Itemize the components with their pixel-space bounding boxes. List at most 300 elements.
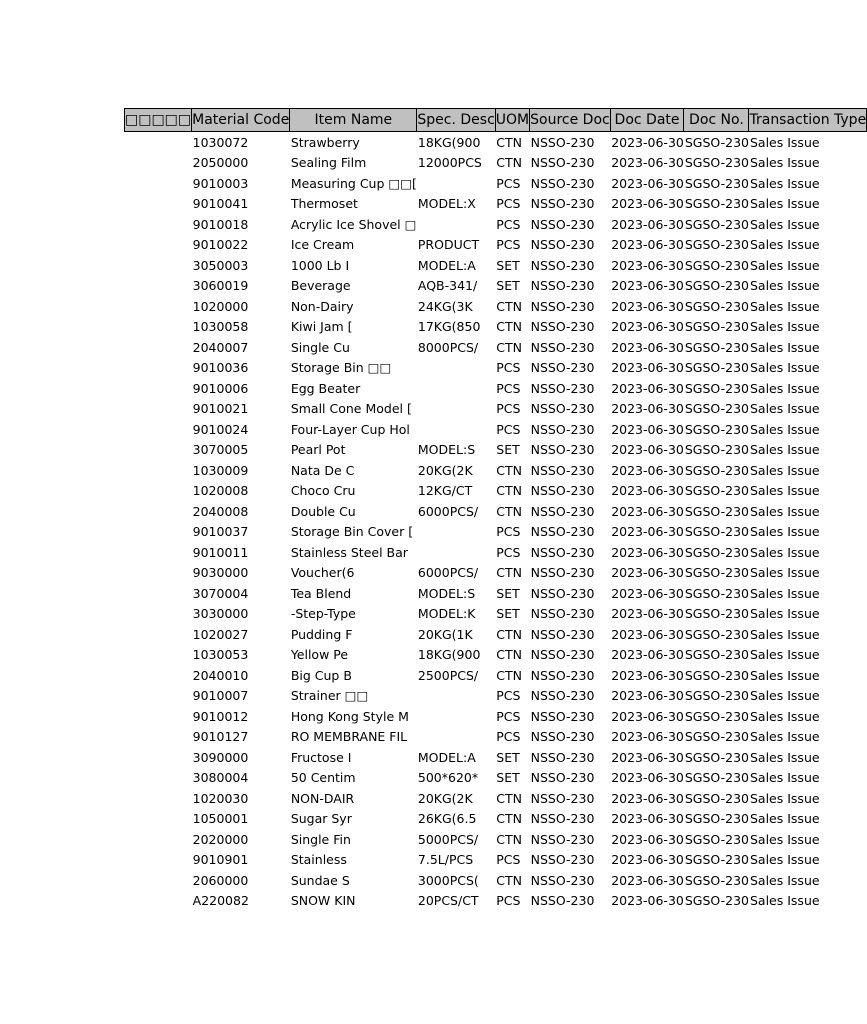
- material-code-cell[interactable]: 1020008: [192, 483, 249, 499]
- doc-no-cell[interactable]: SGSO-230: [684, 647, 749, 663]
- blank-cell[interactable]: [125, 891, 192, 912]
- source-doc-cell[interactable]: NSSO-230: [530, 606, 595, 622]
- uom-cell[interactable]: CTN: [496, 647, 522, 663]
- doc-no-cell[interactable]: SGSO-230: [684, 257, 749, 273]
- material-code-cell[interactable]: 2040008: [192, 503, 249, 519]
- table-row[interactable]: [125, 583, 867, 604]
- doc-no-cell[interactable]: SGSO-230: [684, 462, 749, 478]
- doc-no-cell[interactable]: SGSO-230: [684, 852, 749, 868]
- table-row[interactable]: [125, 419, 867, 440]
- item-name-cell[interactable]: Stainless Steel Bar: [290, 544, 408, 560]
- spec-desc-cell[interactable]: [417, 378, 495, 399]
- doc-no-cell[interactable]: SGSO-230: [684, 626, 749, 642]
- item-name-cell[interactable]: Stainless: [290, 852, 347, 868]
- item-name-cell[interactable]: Single Cu: [290, 339, 350, 355]
- transaction-type-cell[interactable]: Sales Issue: [749, 380, 820, 396]
- uom-cell[interactable]: PCS: [496, 421, 521, 437]
- spec-desc-cell[interactable]: 20KG(1K: [417, 626, 473, 642]
- material-code-cell[interactable]: 9010021: [192, 401, 249, 417]
- doc-no-cell[interactable]: SGSO-230: [684, 339, 749, 355]
- doc-no-cell[interactable]: SGSO-230: [684, 708, 749, 724]
- item-name-cell[interactable]: Storage Bin Cover [: [290, 524, 414, 540]
- spec-desc-cell[interactable]: [417, 727, 495, 748]
- transaction-type-cell[interactable]: Sales Issue: [749, 442, 820, 458]
- source-doc-cell[interactable]: NSSO-230: [530, 298, 595, 314]
- source-doc-cell[interactable]: NSSO-230: [530, 134, 595, 150]
- spec-desc-cell[interactable]: 6000PCS/: [417, 503, 479, 519]
- uom-cell[interactable]: CTN: [496, 872, 522, 888]
- spec-desc-cell[interactable]: MODEL:S: [417, 585, 476, 601]
- material-code-cell[interactable]: 3070005: [192, 442, 249, 458]
- blank-cell[interactable]: [125, 276, 192, 297]
- source-doc-cell[interactable]: NSSO-230: [530, 401, 595, 417]
- table-row[interactable]: [125, 173, 867, 194]
- doc-no-cell[interactable]: SGSO-230: [684, 790, 749, 806]
- uom-cell[interactable]: CTN: [496, 339, 522, 355]
- source-doc-cell[interactable]: NSSO-230: [530, 257, 595, 273]
- material-code-cell[interactable]: 2040010: [192, 667, 249, 683]
- uom-cell[interactable]: CTN: [496, 319, 522, 335]
- table-row[interactable]: [125, 255, 867, 276]
- source-doc-cell[interactable]: NSSO-230: [530, 831, 595, 847]
- spec-desc-cell[interactable]: MODEL:K: [417, 606, 476, 622]
- spec-desc-cell[interactable]: [417, 522, 495, 543]
- col-header-source-doc[interactable]: Source Doc: [530, 109, 611, 132]
- source-doc-cell[interactable]: NSSO-230: [530, 503, 595, 519]
- material-code-cell[interactable]: 9010037: [192, 524, 249, 540]
- doc-no-cell[interactable]: SGSO-230: [684, 298, 749, 314]
- doc-no-cell[interactable]: SGSO-230: [684, 688, 749, 704]
- uom-cell[interactable]: CTN: [496, 626, 522, 642]
- col-header-item-name[interactable]: Item Name: [290, 109, 417, 132]
- uom-cell[interactable]: PCS: [496, 852, 521, 868]
- doc-no-cell[interactable]: SGSO-230: [684, 585, 749, 601]
- item-name-cell[interactable]: Hong Kong Style M: [290, 708, 409, 724]
- transaction-type-cell[interactable]: Sales Issue: [749, 401, 820, 417]
- material-code-cell[interactable]: 9010006: [192, 380, 249, 396]
- table-row[interactable]: [125, 399, 867, 420]
- transaction-type-cell[interactable]: Sales Issue: [749, 257, 820, 273]
- blank-cell[interactable]: [125, 706, 192, 727]
- blank-cell[interactable]: [125, 194, 192, 215]
- transaction-type-cell[interactable]: Sales Issue: [749, 893, 820, 909]
- source-doc-cell[interactable]: NSSO-230: [530, 770, 595, 786]
- doc-date-cell[interactable]: 2023-06-30: [611, 339, 684, 355]
- uom-cell[interactable]: CTN: [496, 298, 522, 314]
- table-row[interactable]: [125, 481, 867, 502]
- material-code-cell[interactable]: 3070004: [192, 585, 249, 601]
- table-row[interactable]: [125, 542, 867, 563]
- table-row[interactable]: [125, 460, 867, 481]
- doc-date-cell[interactable]: 2023-06-30: [611, 380, 684, 396]
- transaction-type-cell[interactable]: Sales Issue: [749, 606, 820, 622]
- table-row[interactable]: [125, 194, 867, 215]
- item-name-cell[interactable]: NON-DAIR: [290, 790, 355, 806]
- blank-cell[interactable]: [125, 850, 192, 871]
- doc-date-cell[interactable]: 2023-06-30: [611, 811, 684, 827]
- item-name-cell[interactable]: Yellow Pe: [290, 647, 349, 663]
- doc-no-cell[interactable]: SGSO-230: [684, 483, 749, 499]
- source-doc-cell[interactable]: NSSO-230: [530, 811, 595, 827]
- blank-cell[interactable]: [125, 522, 192, 543]
- uom-cell[interactable]: SET: [496, 585, 520, 601]
- item-name-cell[interactable]: Tea Blend: [290, 585, 352, 601]
- source-doc-cell[interactable]: NSSO-230: [530, 872, 595, 888]
- source-doc-cell[interactable]: NSSO-230: [530, 565, 595, 581]
- spec-desc-cell[interactable]: [417, 686, 495, 707]
- uom-cell[interactable]: CTN: [496, 565, 522, 581]
- doc-date-cell[interactable]: 2023-06-30: [611, 544, 684, 560]
- item-name-cell[interactable]: Egg Beater: [290, 380, 361, 396]
- table-row[interactable]: [125, 563, 867, 584]
- material-code-cell[interactable]: 9010007: [192, 688, 249, 704]
- doc-no-cell[interactable]: SGSO-230: [684, 729, 749, 745]
- transaction-type-cell[interactable]: Sales Issue: [749, 175, 820, 191]
- transaction-type-cell[interactable]: Sales Issue: [749, 770, 820, 786]
- material-code-cell[interactable]: 1030058: [192, 319, 249, 335]
- source-doc-cell[interactable]: NSSO-230: [530, 893, 595, 909]
- table-row[interactable]: [125, 706, 867, 727]
- table-row[interactable]: [125, 235, 867, 256]
- material-code-cell[interactable]: 1030072: [192, 134, 249, 150]
- uom-cell[interactable]: SET: [496, 749, 520, 765]
- spec-desc-cell[interactable]: [417, 706, 495, 727]
- material-code-cell[interactable]: 9010041: [192, 196, 249, 212]
- spec-desc-cell[interactable]: AQB-341/: [417, 278, 478, 294]
- source-doc-cell[interactable]: NSSO-230: [530, 380, 595, 396]
- spec-desc-cell[interactable]: 26KG(6.5: [417, 811, 477, 827]
- spec-desc-cell[interactable]: MODEL:S: [417, 442, 476, 458]
- table-row[interactable]: [125, 296, 867, 317]
- col-header-transaction-type[interactable]: Transaction Type: [749, 109, 867, 132]
- spec-desc-cell[interactable]: [417, 399, 495, 420]
- item-name-cell[interactable]: Small Cone Model [: [290, 401, 412, 417]
- col-header-material-code[interactable]: Material Code: [192, 109, 290, 132]
- transaction-type-cell[interactable]: Sales Issue: [749, 524, 820, 540]
- uom-cell[interactable]: PCS: [496, 216, 521, 232]
- blank-cell[interactable]: [125, 337, 192, 358]
- uom-cell[interactable]: PCS: [496, 524, 521, 540]
- item-name-cell[interactable]: Strawberry: [290, 134, 360, 150]
- doc-date-cell[interactable]: 2023-06-30: [611, 708, 684, 724]
- blank-cell[interactable]: [125, 255, 192, 276]
- transaction-type-cell[interactable]: Sales Issue: [749, 298, 820, 314]
- spec-desc-cell[interactable]: 18KG(900: [417, 647, 481, 663]
- blank-cell[interactable]: [125, 829, 192, 850]
- spec-desc-cell[interactable]: [417, 173, 495, 194]
- spec-desc-cell[interactable]: 500*620*: [417, 770, 479, 786]
- blank-cell[interactable]: [125, 358, 192, 379]
- doc-date-cell[interactable]: 2023-06-30: [611, 606, 684, 622]
- doc-no-cell[interactable]: SGSO-230: [684, 155, 749, 171]
- col-header-spec-desc[interactable]: Spec. Desc: [417, 109, 495, 132]
- transaction-type-cell[interactable]: Sales Issue: [749, 462, 820, 478]
- uom-cell[interactable]: PCS: [496, 729, 521, 745]
- spec-desc-cell[interactable]: 12000PCS: [417, 155, 482, 171]
- doc-no-cell[interactable]: SGSO-230: [684, 401, 749, 417]
- item-name-cell[interactable]: Voucher(6: [290, 565, 355, 581]
- uom-cell[interactable]: CTN: [496, 462, 522, 478]
- table-row[interactable]: [125, 850, 867, 871]
- table-row[interactable]: [125, 440, 867, 461]
- doc-date-cell[interactable]: 2023-06-30: [611, 647, 684, 663]
- transaction-type-cell[interactable]: Sales Issue: [749, 790, 820, 806]
- blank-cell[interactable]: [125, 686, 192, 707]
- blank-cell[interactable]: [125, 563, 192, 584]
- doc-no-cell[interactable]: SGSO-230: [684, 503, 749, 519]
- blank-cell[interactable]: [125, 132, 192, 153]
- blank-cell[interactable]: [125, 214, 192, 235]
- transaction-type-cell[interactable]: Sales Issue: [749, 872, 820, 888]
- doc-date-cell[interactable]: 2023-06-30: [611, 770, 684, 786]
- uom-cell[interactable]: SET: [496, 606, 520, 622]
- uom-cell[interactable]: PCS: [496, 196, 521, 212]
- doc-date-cell[interactable]: 2023-06-30: [611, 503, 684, 519]
- doc-no-cell[interactable]: SGSO-230: [684, 421, 749, 437]
- material-code-cell[interactable]: 2060000: [192, 872, 249, 888]
- item-name-cell[interactable]: Choco Cru: [290, 483, 356, 499]
- blank-cell[interactable]: [125, 870, 192, 891]
- material-code-cell[interactable]: 1020030: [192, 790, 249, 806]
- doc-date-cell[interactable]: 2023-06-30: [611, 585, 684, 601]
- uom-cell[interactable]: CTN: [496, 134, 522, 150]
- doc-date-cell[interactable]: 2023-06-30: [611, 790, 684, 806]
- doc-no-cell[interactable]: SGSO-230: [684, 196, 749, 212]
- table-row[interactable]: [125, 522, 867, 543]
- table-row[interactable]: [125, 665, 867, 686]
- transaction-type-cell[interactable]: Sales Issue: [749, 831, 820, 847]
- doc-no-cell[interactable]: SGSO-230: [684, 216, 749, 232]
- blank-cell[interactable]: [125, 378, 192, 399]
- doc-date-cell[interactable]: 2023-06-30: [611, 524, 684, 540]
- item-name-cell[interactable]: Big Cup B: [290, 667, 352, 683]
- uom-cell[interactable]: CTN: [496, 483, 522, 499]
- transaction-type-cell[interactable]: Sales Issue: [749, 749, 820, 765]
- blank-cell[interactable]: [125, 645, 192, 666]
- material-code-cell[interactable]: 3050003: [192, 257, 249, 273]
- doc-no-cell[interactable]: SGSO-230: [684, 237, 749, 253]
- table-row[interactable]: [125, 132, 867, 153]
- doc-date-cell[interactable]: 2023-06-30: [611, 565, 684, 581]
- doc-date-cell[interactable]: 2023-06-30: [611, 667, 684, 683]
- transaction-type-cell[interactable]: Sales Issue: [749, 667, 820, 683]
- doc-no-cell[interactable]: SGSO-230: [684, 667, 749, 683]
- item-name-cell[interactable]: Measuring Cup □□[: [290, 175, 417, 191]
- spec-desc-cell[interactable]: MODEL:A: [417, 749, 476, 765]
- source-doc-cell[interactable]: NSSO-230: [530, 626, 595, 642]
- item-name-cell[interactable]: Sugar Syr: [290, 811, 352, 827]
- material-code-cell[interactable]: 9010036: [192, 360, 249, 376]
- material-code-cell[interactable]: 2050000: [192, 155, 249, 171]
- blank-cell[interactable]: [125, 419, 192, 440]
- doc-no-cell[interactable]: SGSO-230: [684, 770, 749, 786]
- spec-desc-cell[interactable]: PRODUCT: [417, 237, 480, 253]
- item-name-cell[interactable]: RO MEMBRANE FIL: [290, 729, 408, 745]
- uom-cell[interactable]: CTN: [496, 831, 522, 847]
- doc-date-cell[interactable]: 2023-06-30: [611, 688, 684, 704]
- transaction-type-cell[interactable]: Sales Issue: [749, 647, 820, 663]
- uom-cell[interactable]: PCS: [496, 175, 521, 191]
- spec-desc-cell[interactable]: 7.5L/PCS: [417, 852, 474, 868]
- table-row[interactable]: [125, 378, 867, 399]
- uom-cell[interactable]: PCS: [496, 401, 521, 417]
- doc-date-cell[interactable]: 2023-06-30: [611, 298, 684, 314]
- transaction-type-cell[interactable]: Sales Issue: [749, 688, 820, 704]
- blank-cell[interactable]: [125, 788, 192, 809]
- material-code-cell[interactable]: 9010018: [192, 216, 249, 232]
- doc-date-cell[interactable]: 2023-06-30: [611, 401, 684, 417]
- table-row[interactable]: [125, 829, 867, 850]
- table-row[interactable]: [125, 358, 867, 379]
- material-code-cell[interactable]: 9010901: [192, 852, 249, 868]
- doc-no-cell[interactable]: SGSO-230: [684, 134, 749, 150]
- transaction-type-cell[interactable]: Sales Issue: [749, 421, 820, 437]
- transaction-type-cell[interactable]: Sales Issue: [749, 278, 820, 294]
- blank-cell[interactable]: [125, 727, 192, 748]
- uom-cell[interactable]: PCS: [496, 688, 521, 704]
- doc-date-cell[interactable]: 2023-06-30: [611, 155, 684, 171]
- col-header-garbled[interactable]: □□□□□: [125, 109, 192, 132]
- blank-cell[interactable]: [125, 481, 192, 502]
- doc-no-cell[interactable]: SGSO-230: [684, 442, 749, 458]
- blank-cell[interactable]: [125, 153, 192, 174]
- source-doc-cell[interactable]: NSSO-230: [530, 319, 595, 335]
- table-row[interactable]: [125, 214, 867, 235]
- transaction-type-cell[interactable]: Sales Issue: [749, 852, 820, 868]
- item-name-cell[interactable]: 50 Centim: [290, 770, 356, 786]
- transaction-type-cell[interactable]: Sales Issue: [749, 626, 820, 642]
- blank-cell[interactable]: [125, 173, 192, 194]
- doc-date-cell[interactable]: 2023-06-30: [611, 831, 684, 847]
- spec-desc-cell[interactable]: 5000PCS/: [417, 831, 479, 847]
- material-code-cell[interactable]: 1050001: [192, 811, 249, 827]
- doc-no-cell[interactable]: SGSO-230: [684, 544, 749, 560]
- material-code-cell[interactable]: 9010003: [192, 175, 249, 191]
- doc-date-cell[interactable]: 2023-06-30: [611, 893, 684, 909]
- doc-date-cell[interactable]: 2023-06-30: [611, 257, 684, 273]
- blank-cell[interactable]: [125, 624, 192, 645]
- spec-desc-cell[interactable]: [417, 419, 495, 440]
- item-name-cell[interactable]: SNOW KIN: [290, 893, 356, 909]
- source-doc-cell[interactable]: NSSO-230: [530, 175, 595, 191]
- material-code-cell[interactable]: 9010127: [192, 729, 249, 745]
- spec-desc-cell[interactable]: MODEL:X: [417, 196, 476, 212]
- item-name-cell[interactable]: Four-Layer Cup Hol: [290, 421, 410, 437]
- spec-desc-cell[interactable]: 20PCS/CT: [417, 893, 479, 909]
- blank-cell[interactable]: [125, 665, 192, 686]
- material-code-cell[interactable]: 2020000: [192, 831, 249, 847]
- doc-date-cell[interactable]: 2023-06-30: [611, 852, 684, 868]
- transaction-type-cell[interactable]: Sales Issue: [749, 483, 820, 499]
- source-doc-cell[interactable]: NSSO-230: [530, 524, 595, 540]
- table-row[interactable]: [125, 870, 867, 891]
- item-name-cell[interactable]: Storage Bin □□: [290, 360, 392, 376]
- item-name-cell[interactable]: Ice Cream: [290, 237, 355, 253]
- source-doc-cell[interactable]: NSSO-230: [530, 155, 595, 171]
- transaction-type-cell[interactable]: Sales Issue: [749, 503, 820, 519]
- item-name-cell[interactable]: Beverage: [290, 278, 351, 294]
- doc-date-cell[interactable]: 2023-06-30: [611, 421, 684, 437]
- material-code-cell[interactable]: 9010022: [192, 237, 249, 253]
- blank-cell[interactable]: [125, 501, 192, 522]
- doc-no-cell[interactable]: SGSO-230: [684, 811, 749, 827]
- item-name-cell[interactable]: Kiwi Jam [: [290, 319, 353, 335]
- source-doc-cell[interactable]: NSSO-230: [530, 278, 595, 294]
- table-row[interactable]: [125, 891, 867, 912]
- source-doc-cell[interactable]: NSSO-230: [530, 360, 595, 376]
- doc-no-cell[interactable]: SGSO-230: [684, 606, 749, 622]
- doc-no-cell[interactable]: SGSO-230: [684, 524, 749, 540]
- item-name-cell[interactable]: Double Cu: [290, 503, 356, 519]
- transaction-type-cell[interactable]: Sales Issue: [749, 134, 820, 150]
- uom-cell[interactable]: CTN: [496, 155, 522, 171]
- source-doc-cell[interactable]: NSSO-230: [530, 421, 595, 437]
- spec-desc-cell[interactable]: 2500PCS/: [417, 667, 479, 683]
- transaction-type-cell[interactable]: Sales Issue: [749, 729, 820, 745]
- table-row[interactable]: [125, 276, 867, 297]
- doc-date-cell[interactable]: 2023-06-30: [611, 196, 684, 212]
- blank-cell[interactable]: [125, 809, 192, 830]
- col-header-doc-date[interactable]: Doc Date: [610, 109, 684, 132]
- table-row[interactable]: [125, 317, 867, 338]
- transaction-type-cell[interactable]: Sales Issue: [749, 216, 820, 232]
- doc-no-cell[interactable]: SGSO-230: [684, 831, 749, 847]
- source-doc-cell[interactable]: NSSO-230: [530, 688, 595, 704]
- spec-desc-cell[interactable]: [417, 358, 495, 379]
- item-name-cell[interactable]: Fructose I: [290, 749, 352, 765]
- doc-date-cell[interactable]: 2023-06-30: [611, 319, 684, 335]
- blank-cell[interactable]: [125, 747, 192, 768]
- material-code-cell[interactable]: 3090000: [192, 749, 249, 765]
- source-doc-cell[interactable]: NSSO-230: [530, 667, 595, 683]
- doc-date-cell[interactable]: 2023-06-30: [611, 462, 684, 478]
- blank-cell[interactable]: [125, 296, 192, 317]
- doc-date-cell[interactable]: 2023-06-30: [611, 278, 684, 294]
- item-name-cell[interactable]: Sealing Film: [290, 155, 367, 171]
- blank-cell[interactable]: [125, 235, 192, 256]
- uom-cell[interactable]: PCS: [496, 380, 521, 396]
- uom-cell[interactable]: SET: [496, 278, 520, 294]
- blank-cell[interactable]: [125, 460, 192, 481]
- source-doc-cell[interactable]: NSSO-230: [530, 237, 595, 253]
- source-doc-cell[interactable]: NSSO-230: [530, 852, 595, 868]
- doc-no-cell[interactable]: SGSO-230: [684, 175, 749, 191]
- blank-cell[interactable]: [125, 604, 192, 625]
- uom-cell[interactable]: SET: [496, 442, 520, 458]
- material-code-cell[interactable]: 1030053: [192, 647, 249, 663]
- spec-desc-cell[interactable]: MODEL:A: [417, 257, 476, 273]
- doc-date-cell[interactable]: 2023-06-30: [611, 872, 684, 888]
- transaction-type-cell[interactable]: Sales Issue: [749, 565, 820, 581]
- material-code-cell[interactable]: 3080004: [192, 770, 249, 786]
- material-code-cell[interactable]: 1030009: [192, 462, 249, 478]
- table-row[interactable]: [125, 727, 867, 748]
- source-doc-cell[interactable]: NSSO-230: [530, 544, 595, 560]
- table-row[interactable]: [125, 153, 867, 174]
- doc-no-cell[interactable]: SGSO-230: [684, 749, 749, 765]
- material-code-cell[interactable]: A220082: [192, 893, 249, 909]
- transaction-type-cell[interactable]: Sales Issue: [749, 708, 820, 724]
- doc-date-cell[interactable]: 2023-06-30: [611, 483, 684, 499]
- uom-cell[interactable]: PCS: [496, 708, 521, 724]
- item-name-cell[interactable]: Acrylic Ice Shovel □: [290, 216, 417, 232]
- doc-no-cell[interactable]: SGSO-230: [684, 893, 749, 909]
- uom-cell[interactable]: SET: [496, 257, 520, 273]
- uom-cell[interactable]: SET: [496, 770, 520, 786]
- doc-date-cell[interactable]: 2023-06-30: [611, 360, 684, 376]
- doc-date-cell[interactable]: 2023-06-30: [611, 626, 684, 642]
- doc-date-cell[interactable]: 2023-06-30: [611, 175, 684, 191]
